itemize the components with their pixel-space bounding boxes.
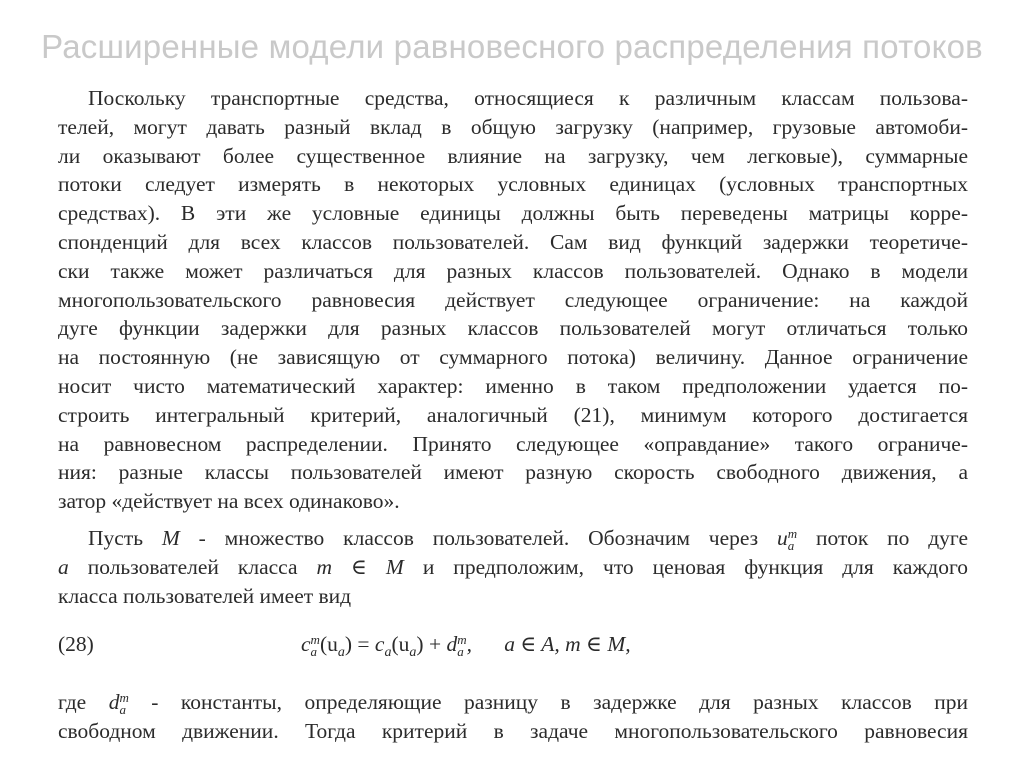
text-line: Пусть M - множество классов пользователей. Обозначим через u m a поток по дуге [88, 525, 969, 554]
text-line: ния: разные классы пользователей имеют разную скорость свободного движения, а [58, 460, 968, 485]
paragraph-1 [58, 84, 968, 516]
text-line: многопользовательского равновесия действует следующее ограничение: на каждой [58, 287, 968, 312]
text-line: на равновесном распределении. Принято следующее «оправдание» такого ограниче- [58, 431, 968, 456]
text-line: спонденций для всех классов пользователей. Сам вид функций задержки теоретиче- [58, 229, 968, 254]
text-line: ски также может различаться для разных классов пользователей. Однако в модели [58, 258, 968, 283]
paragraph-2 [58, 524, 968, 610]
text-line: свободном движении. Тогда критерий в задаче многопользовательского равновесия [58, 719, 968, 744]
slide-title: Расширенные модели равновесного распределения потоков [41, 28, 983, 65]
equation-number: (28) [58, 632, 94, 657]
text-line: потоки следует измерять в некоторых условных единицах (условных транспортных [58, 172, 968, 197]
text-line: средствах). В эти же условные единицы должны быть переведены матрицы корре- [58, 201, 968, 226]
paragraph-3 [58, 688, 968, 746]
equation-body: c m a $(u_a) = c_a(u_a) + d$ m a , a ∈ A, m ∈ M, [301, 632, 631, 661]
text-line: a пользователей класса m ∈ M и предположим, что ценовая функция для каждого [58, 554, 968, 579]
equation-28 [58, 610, 968, 680]
text-line: ли оказывают более существенное влияние на загрузку, чем легковые), суммарные [58, 143, 968, 168]
text-line: Поскольку транспортные средства, относящиеся к различным классам пользова- [88, 86, 968, 110]
text-line: дуге функции задержки для разных классов пользователей могут отличаться только [58, 316, 968, 341]
text-line: строить интегральный критерий, аналогичный (21), минимум которого достигается [58, 402, 968, 427]
text-line: телей, могут давать разный вклад в общую загрузку (например, грузовые автомоби- [58, 114, 968, 139]
text-line: где d m a - константы, определяющие разницу в задержке для разных классов при [58, 690, 969, 718]
text-line: носит чисто математический характер: именно в таком предположении удается по- [58, 373, 968, 398]
text-line: затор «действует на всех одинаково». [58, 489, 400, 514]
document-page [58, 84, 968, 746]
text-line: на постоянную (не зависящую от суммарного потока) величину. Данное ограничение [58, 345, 968, 370]
text-line: класса пользователей имеет вид [58, 583, 352, 608]
